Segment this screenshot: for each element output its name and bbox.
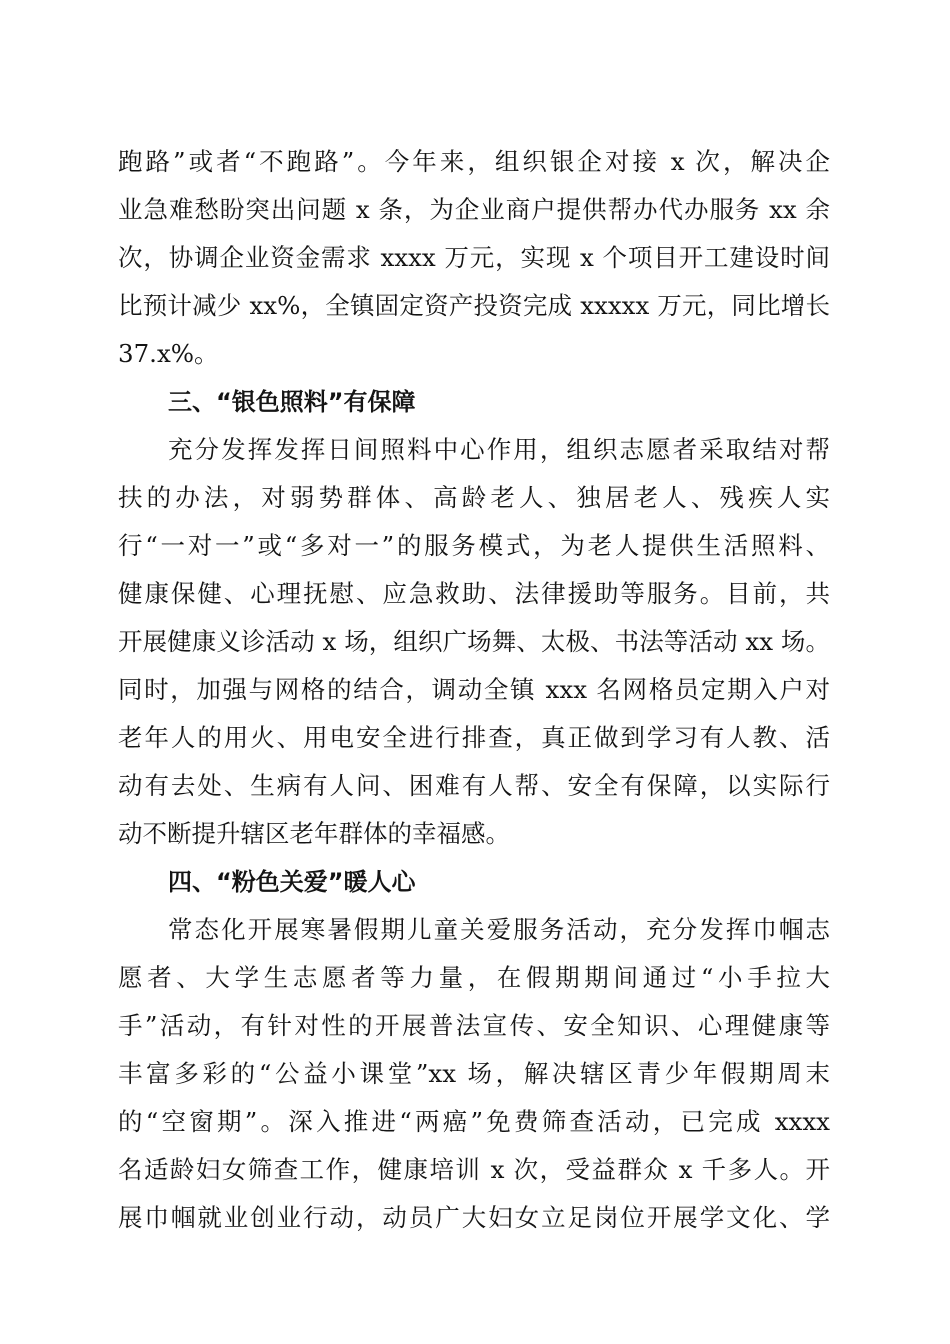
paragraph-line: 老年人的用火、用电安全进行排查，真正做到学习有人教、活 (118, 723, 830, 752)
paragraph-line: 愿者、大学生志愿者等力量，在假期期间通过“小手拉大 (118, 963, 830, 992)
paragraph-line: 行“一对一”或“多对一”的服务模式，为老人提供生活照料、 (118, 531, 830, 560)
paragraph-line: 丰富多彩的“公益小课堂”xx 场，解决辖区青少年假期周末 (118, 1059, 830, 1088)
paragraph-line: 健康保健、心理抚慰、应急救助、法律援助等服务。目前，共 (118, 579, 830, 608)
paragraph-line: 扶的办法，对弱势群体、高龄老人、独居老人、残疾人实 (118, 483, 830, 512)
paragraph-line: 动有去处、生病有人问、困难有人帮、安全有保障，以实际行 (118, 771, 830, 800)
paragraph-line: 业急难愁盼突出问题 x 条，为企业商户提供帮办代办服务 xx 余 (118, 195, 830, 224)
paragraph-line: 跑路”或者“不跑路”。今年来，组织银企对接 x 次，解决企 (118, 147, 830, 176)
paragraph-line: 次，协调企业资金需求 xxxx 万元，实现 x 个项目开工建设时间 (118, 243, 830, 272)
paragraph-line: 开展健康义诊活动 x 场，组织广场舞、太极、书法等活动 xx 场。 (118, 627, 830, 656)
paragraph-line: 手”活动，有针对性的开展普法宣传、安全知识、心理健康等 (118, 1011, 830, 1040)
paragraph-line: 充分发挥发挥日间照料中心作用，组织志愿者采取结对帮 (168, 435, 830, 464)
paragraph-line: 展巾帼就业创业行动，动员广大妇女立足岗位开展学文化、学 (118, 1203, 830, 1232)
section-heading-3: 三、“银色照料”有保障 (168, 388, 416, 416)
paragraph-line: 的“空窗期”。深入推进“两癌”免费筛查活动，已完成 xxxx (118, 1107, 830, 1136)
paragraph-line: 37.x%。 (118, 339, 219, 368)
section-heading-4: 四、“粉色关爱”暖人心 (168, 868, 416, 896)
paragraph-line: 常态化开展寒暑假期儿童关爱服务活动，充分发挥巾帼志 (168, 915, 830, 944)
paragraph-line: 名适龄妇女筛查工作，健康培训 x 次，受益群众 x 千多人。开 (118, 1155, 830, 1184)
paragraph-line: 比预计减少 xx%，全镇固定资产投资完成 xxxxx 万元，同比增长 (118, 291, 830, 320)
paragraph-line: 同时，加强与网格的结合，调动全镇 xxx 名网格员定期入户对 (118, 675, 830, 704)
paragraph-line: 动不断提升辖区老年群体的幸福感。 (118, 819, 510, 848)
